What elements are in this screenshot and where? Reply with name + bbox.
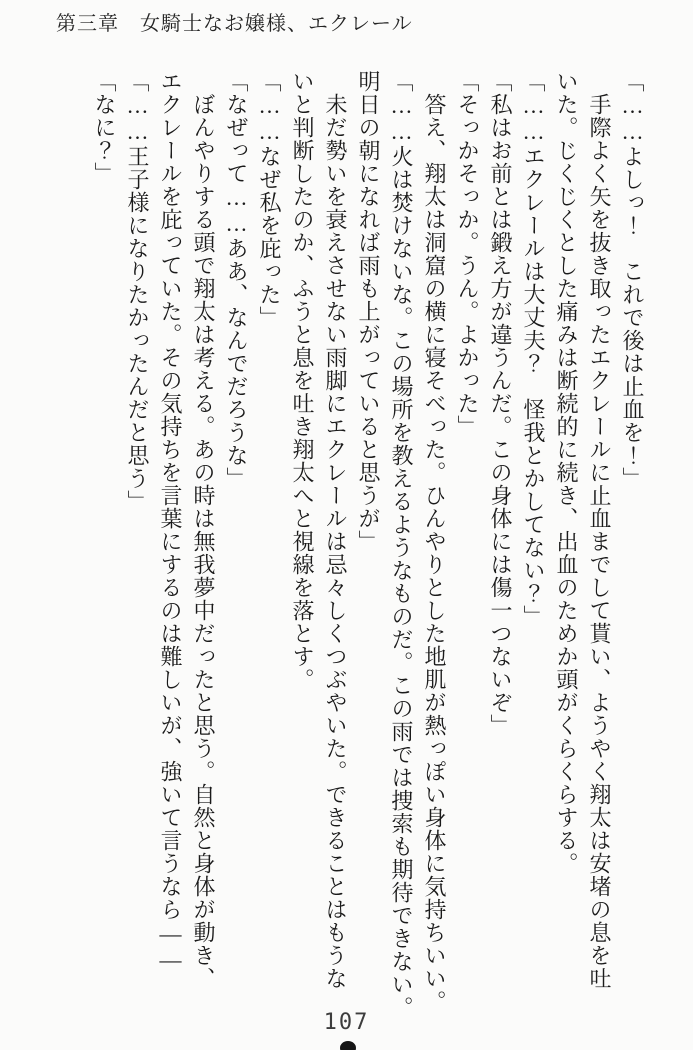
text-line: 「……なぜ私を庇った」 — [257, 70, 282, 329]
chapter-header: 第三章 女騎士なお嬢様、エクレール — [56, 13, 413, 35]
ink-spot-artifact — [340, 1041, 356, 1050]
text-line: 明日の朝になれば雨も上がっていると思うが」 — [356, 70, 381, 553]
text-line: 手際よく矢を抜き取ったエクレールに止血までして貰い、ようやく翔太は安堵の息を吐 — [587, 70, 612, 990]
text-line: 「……王子様になりたかったんだと思う」 — [125, 70, 150, 513]
text-line: 「……よしっ！ これで後は止血を！」 — [620, 70, 645, 490]
text-body — [88, 70, 649, 1018]
text-line: 答え、翔太は洞窟の横に寝そべった。ひんやりとした地肌が熱っぽい身体に気持ちいい。 — [422, 70, 447, 1013]
text-line: ぼんやりする頭で翔太は考える。あの時は無我夢中だったと思う。自然と身体が動き、 — [191, 70, 216, 990]
text-line: 「なぜって……ああ、なんでだろうな」 — [224, 70, 249, 490]
text-line: 「私はお前とは鍛え方が違うんだ。この身体には傷一つないぞ」 — [488, 70, 513, 737]
text-line: 「……火は焚けないな。この場所を教えるようなものだ。この雨では捜索も期待できない。 — [389, 70, 414, 1019]
text-line: いと判断したのか、ふうと息を吐き翔太へと視線を落とす。 — [290, 70, 315, 691]
text-line: 未だ勢いを衰えさせない雨脚にエクレールは忌々しくつぶやいた。できることはもうな — [323, 70, 348, 990]
text-line: 「なに？」 — [92, 70, 117, 185]
text-line: 「そっかそっか。うん。よかった」 — [455, 70, 480, 438]
page-number: 107 — [323, 1010, 370, 1035]
text-line: 「……エクレールは大丈夫？ 怪我とかしてない？」 — [521, 70, 546, 628]
text-line: エクレールを庇っていた。その気持ちを言葉にするのは難しいが、強いて言うなら―― — [158, 70, 183, 973]
text-line: いた。じくじくとした痛みは断続的に続き、出血のためか頭がくらくらする。 — [554, 70, 579, 875]
